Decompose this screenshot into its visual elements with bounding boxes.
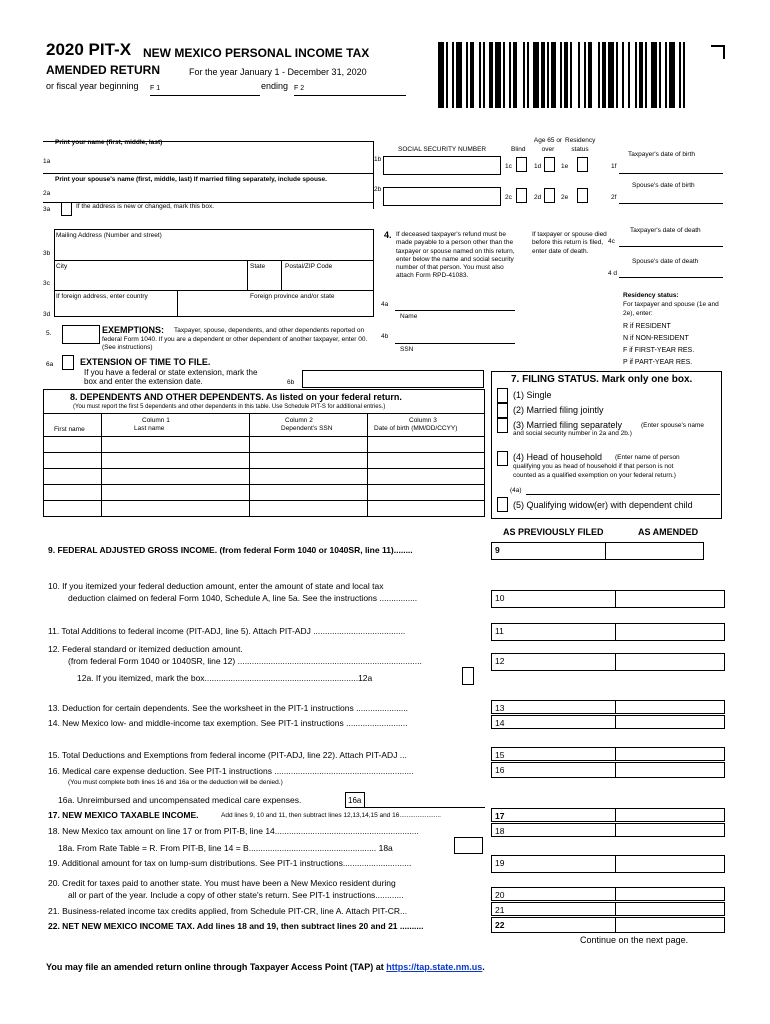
line-22-amount[interactable] (491, 917, 725, 933)
address-changed-box[interactable] (61, 202, 72, 216)
col-previously-filed: AS PREVIOUSLY FILED (503, 527, 604, 537)
line-number: 16 (495, 765, 505, 775)
line-16a-box[interactable]: 16a (345, 792, 365, 808)
line-18-label: 18. New Mexico tax amount on line 17 or from PIT-B, line 14............................................................. (48, 826, 419, 836)
code-3d: 3d (43, 311, 51, 318)
blind-header: Blind (511, 146, 526, 153)
deceased-ssn-line[interactable] (395, 343, 515, 344)
spouse-name-field[interactable] (55, 184, 370, 202)
line-18a-box[interactable] (454, 837, 483, 854)
line-20a-label: 20. Credit for taxes paid to another state. You must have been a New Mexico resident during (48, 878, 396, 888)
line-18a-label: 18a. From Rate Table = R. From PIT-B, line 14 = B...................................................... 18a (58, 843, 393, 853)
code-2d: 2d (534, 194, 542, 201)
filing-separate-label: (3) Married filing separately (513, 420, 623, 430)
line-number: 14 (495, 718, 505, 728)
tap-text: You may file an amended return online through Taxpayer Access Point (TAP) at (46, 962, 384, 972)
spouse-ssn-field[interactable] (383, 187, 501, 206)
code-3c: 3c (43, 280, 50, 287)
code-2c: 2c (505, 194, 512, 201)
dep-col1-label: Last name (134, 425, 165, 432)
filing-hoh-name-line[interactable] (526, 494, 720, 495)
age65-header: Age 65 or over (533, 137, 563, 153)
col-as-amended: AS AMENDED (638, 527, 699, 537)
dep-col2-label: Dependent's SSN (281, 425, 333, 432)
code-2f: 2f (611, 194, 617, 201)
dep-col-firstname: First name (54, 426, 85, 433)
code-1c: 1c (505, 163, 512, 170)
deceased-name-label: Name (400, 313, 418, 320)
code-3b: 3b (43, 250, 51, 257)
filing-4a-code: (4a) (510, 487, 522, 494)
line-13-amount[interactable] (491, 700, 725, 714)
residency-legend-title: Residency status: (623, 292, 679, 299)
dep-col1-num: Column 1 (142, 417, 170, 424)
line-16a-label: 16a. Unreimbursed and uncompensated medical care expenses. (58, 795, 302, 805)
fiscal-end-line[interactable] (294, 95, 406, 96)
taxpayer-age65-box[interactable] (544, 157, 555, 172)
line-12b-label: (from federal Form 1040 or 1040SR, line 12) .............................................................................. (68, 656, 422, 666)
line-11-label: 11. Total Additions to federal income (PIT-ADJ, line 5). Attach PIT-ADJ ....................................... (48, 626, 406, 636)
taxpayer-dob-label: Taxpayer's date of birth (628, 151, 695, 158)
taxpayer-blind-box[interactable] (516, 157, 527, 172)
code-6b: 6b (287, 379, 295, 386)
corner-mark (711, 45, 725, 59)
city-label: City (56, 263, 68, 270)
deceased-ssn-label: SSN (400, 346, 414, 353)
spouse-residency-box[interactable] (577, 188, 588, 203)
dependents-rows[interactable] (44, 437, 484, 516)
line-21-label: 21. Business-related income tax credits applied, from Schedule PIT-CR, line A. Attach PIT-CR... (48, 906, 408, 916)
taxpayer-death-label: Taxpayer's date of death (630, 227, 701, 234)
code-4d: 4 d (608, 270, 618, 277)
line-17-label: 17. NEW MEXICO TAXABLE INCOME. (48, 810, 199, 820)
filing-hoh-note-2: qualifying you as head of household if that person is not (513, 463, 674, 470)
line-13-label: 13. Deduction for certain dependents. See the worksheet in the PIT-1 instructions ...................... (48, 703, 409, 713)
line-15-label: 15. Total Deductions and Exemptions from federal income (PIT-ADJ, line 22). Attach PIT-ADJ ... (48, 750, 407, 760)
filing-separate-note-2: and social security number in 2a and 2b.) (513, 430, 632, 437)
extension-text-2: box and enter the extension date. (84, 377, 203, 386)
code-4b: 4b (381, 333, 389, 340)
foreign-province-label: Foreign province and/or state (250, 293, 335, 300)
taxpayer-death-line[interactable] (619, 246, 723, 247)
code-2e: 2e (561, 194, 569, 201)
code-1a: 1a (43, 158, 51, 165)
line-17-note: Add lines 9, 10 and 11, then subtract lines 12,13,14,15 and 16....................... (221, 812, 441, 819)
spouse-death-label: Spouse's date of death (632, 258, 699, 265)
line-number: 12 (495, 656, 505, 666)
taxpayer-name-label: Print your name (first, middle, last) (55, 139, 163, 146)
dependents-title: 8. DEPENDENTS AND OTHER DEPENDENTS. As listed on your federal return. (70, 392, 402, 402)
line-20b-amount[interactable] (491, 887, 725, 901)
filing-separate-note: (Enter spouse's name (641, 422, 705, 429)
form-id: 2020 PIT-X (46, 40, 132, 59)
code-4a: 4a (381, 301, 389, 308)
line-12a-label: 12. Federal standard or itemized deduction amount. (48, 644, 243, 654)
mailing-address-field[interactable] (56, 240, 371, 258)
line-17-amount[interactable] (491, 808, 725, 822)
exemptions-title: EXEMPTIONS: (102, 325, 165, 335)
line-number: 10 (495, 593, 505, 603)
f1-code: F 1 (150, 85, 161, 92)
line-16-amount[interactable] (491, 762, 725, 778)
code-6a: 6a (46, 361, 54, 368)
fiscal-year-label: or fiscal year beginning (46, 81, 139, 91)
residency-p: P if PART-YEAR RES. (623, 359, 693, 366)
line-15-amount[interactable] (491, 747, 725, 761)
filing-joint-box[interactable] (497, 403, 508, 418)
code-5: 5. (46, 330, 52, 337)
spouse-blind-box[interactable] (516, 188, 527, 203)
code-1b: 1b (374, 156, 382, 163)
filing-hoh-label: (4) Head of household (513, 452, 603, 462)
line-16-label: 16. Medical care expense deduction. See PIT-1 instructions ........................................................... (48, 766, 414, 776)
code-1d: 1d (534, 163, 542, 170)
line-12c-label: 12a. If you itemized, mark the box.................................................................12a (77, 673, 373, 683)
line-16-note: (You must complete both lines 16 and 16a or the deduction will be denied.) (68, 779, 283, 786)
dep-col2-num: Column 2 (285, 417, 313, 424)
spouse-name-label: Print your spouse's name (first, middle, last) If married filing separately, include spouse. (55, 176, 327, 183)
state-label: State (250, 263, 266, 270)
dep-col3-num: Column 3 (409, 417, 437, 424)
filing-hoh-box[interactable] (497, 451, 508, 466)
line-9-label: 9. FEDERAL ADJUSTED GROSS INCOME. (from federal Form 1040 or 1040SR, line 11)........ (48, 545, 413, 555)
residency-r: R if RESIDENT (623, 323, 671, 330)
exemptions-field[interactable] (62, 325, 100, 344)
residency-header: Residency status (565, 137, 596, 153)
ending-label: ending (261, 81, 289, 91)
taxpayer-residency-box[interactable] (577, 157, 588, 172)
tax-year-text: For the year January 1 - December 31, 2020 (189, 67, 367, 77)
f2-code: F 2 (294, 85, 305, 92)
dep-col3-label: Date of birth (MM/DD/CCYY) (374, 425, 458, 432)
line-10b-label: deduction claimed on federal Form 1040, Schedule A, line 5a. See the instructions ................ (68, 593, 418, 603)
spouse-age65-box[interactable] (544, 188, 555, 203)
line-12b-amount[interactable] (491, 653, 725, 671)
tap-note (46, 962, 485, 972)
spouse-dob-label: Spouse's date of birth (632, 182, 695, 189)
form-subtitle: AMENDED RETURN (46, 63, 160, 77)
extension-box[interactable] (62, 355, 74, 370)
line-number: 19 (495, 858, 505, 868)
deceased-instructions: If deceased taxpayer's refund must be made payable to a person other than the taxpayer or spouse named on this return, enter below the name and social security number of that person. You must also attach Form RPD-41083. (396, 231, 515, 280)
code-4c: 4c (608, 238, 615, 245)
code-3a: 3a (43, 206, 51, 213)
taxpayer-dob-line[interactable] (619, 173, 723, 174)
ssn-header: SOCIAL SECURITY NUMBER (398, 146, 487, 153)
line-19-label: 19. Additional amount for tax on lump-sum distributions. See PIT-1 instructions............................. (48, 858, 412, 868)
line-number: 17 (495, 811, 505, 821)
line-14-amount[interactable] (491, 715, 725, 729)
line-10a-label: 10. If you itemized your federal deduction amount, enter the amount of state and local tax (48, 581, 384, 591)
zip-label: Postal/ZIP Code (285, 263, 333, 270)
death-date-instructions: If taxpayer or spouse died before this return is filed, enter date of death. (532, 231, 607, 255)
spouse-death-line[interactable] (619, 277, 723, 278)
line-9-amount[interactable] (491, 542, 704, 560)
line-number: 18 (495, 826, 505, 836)
taxpayer-ssn-field[interactable] (383, 156, 501, 175)
line-14-label: 14. New Mexico low- and middle-income tax exemption. See PIT-1 instructions .......................... (48, 718, 408, 728)
line-22-label: 22. NET NEW MEXICO INCOME TAX. Add lines 18 and 19, then subtract lines 20 and 21 .......... (48, 921, 424, 931)
line-19-amount[interactable] (491, 855, 725, 873)
tap-period: . (482, 962, 485, 972)
filing-widow-label: (5) Qualifying widow(er) with dependent child (513, 500, 693, 510)
filing-separate-box[interactable] (497, 418, 508, 433)
filing-status-title: 7. FILING STATUS. Mark only one box. (511, 374, 693, 385)
line-number: 21 (495, 905, 505, 915)
line-12a-checkbox[interactable] (462, 667, 474, 685)
tap-link[interactable]: https://tap.state.nm.us (386, 962, 483, 972)
line-number: 22 (495, 920, 505, 930)
extension-date-field[interactable] (302, 370, 484, 388)
code-2a: 2a (43, 190, 51, 197)
residency-legend-sub: For taxpayer and spouse (1e and 2e), enter: (623, 301, 719, 317)
line-18-amount[interactable] (491, 823, 725, 837)
line-10b-amount[interactable] (491, 590, 725, 608)
form-title: NEW MEXICO PERSONAL INCOME TAX (143, 46, 370, 60)
extension-text-1: If you have a federal or state extension, mark the (84, 368, 258, 377)
filing-widow-box[interactable] (497, 497, 508, 512)
line-21-amount[interactable] (491, 902, 725, 916)
taxpayer-name-field[interactable] (55, 147, 370, 167)
line-number: 15 (495, 750, 505, 760)
code-1e: 1e (561, 163, 569, 170)
line-20b-label: all or part of the year. Include a copy of other state's return. See PIT-1 instructions............ (68, 890, 404, 900)
line-number: 9 (495, 545, 500, 555)
code-1f: 1f (611, 163, 617, 170)
section-4-num: 4. (384, 230, 392, 240)
extension-title: EXTENSION OF TIME TO FILE. (80, 357, 211, 367)
dependents-note: (You must report the first 5 dependents and other dependents in this table. Use Schedule PIT-S for additional entries.) (73, 404, 386, 410)
residency-n: N if NON-RESIDENT (623, 335, 689, 342)
mailing-address-label: Mailing Address (Number and street) (56, 232, 162, 239)
residency-f: F if FIRST-YEAR RES. (623, 347, 695, 354)
line-number: 13 (495, 703, 505, 713)
filing-hoh-note: (Enter name of person (615, 454, 680, 461)
filing-single-box[interactable] (497, 388, 508, 403)
deceased-name-line[interactable] (395, 310, 515, 311)
continue-note: Continue on the next page. (580, 935, 689, 945)
barcode (438, 42, 690, 108)
exemptions-text: Taxpayer, spouse, dependents, and other dependents reported on federal Form 1040. If you are a dependent or other dependent of another taxpayer, enter 00. (See instructions) (102, 327, 368, 351)
filing-single-label: (1) Single (513, 390, 552, 400)
filing-joint-label: (2) Married filing jointly (513, 405, 604, 415)
address-changed-label: If the address is new or changed, mark this box. (76, 203, 215, 210)
filing-hoh-note-3: counted as a qualified exemption on your federal return.) (513, 472, 676, 479)
line-number: 11 (495, 626, 504, 636)
foreign-country-label: If foreign address, enter country (56, 293, 148, 300)
fiscal-begin-line[interactable] (150, 95, 260, 96)
spouse-dob-line[interactable] (619, 203, 723, 204)
line-number: 20 (495, 890, 505, 900)
line-11-amount[interactable] (491, 623, 725, 641)
code-2b: 2b (374, 186, 382, 193)
